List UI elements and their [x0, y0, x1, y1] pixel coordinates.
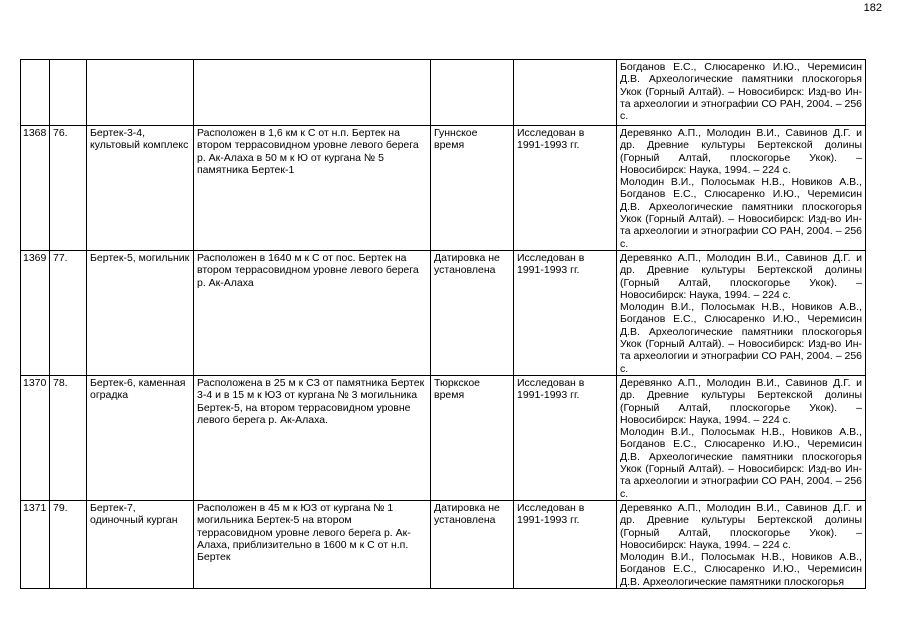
- study-status-cell: Исследован в 1991-1993 гг.: [514, 500, 617, 588]
- study-status-cell: [514, 60, 617, 126]
- location-cell: [194, 60, 431, 126]
- bibliography-cell: [617, 250, 866, 375]
- item-number-cell: [50, 60, 87, 126]
- location-cell: Расположен в 1,6 км к С от н.п. Бертек на втором террасовидном уровне левого берега р. Ак-Алаха в 50 м к Ю от кургана № 5 памятника Бертек-1: [194, 126, 431, 251]
- monument-name-cell: Бертек-3-4, культовый комплекс: [87, 126, 194, 251]
- location-cell: Расположен в 45 м к ЮЗ от кургана № 1 могильника Бертек-5 на втором террасовидном уровне левого берега р. Ак-Алаха, приблизительно в 1600 м к С от н.п. Бертек: [194, 500, 431, 588]
- location-cell: Расположена в 25 м к СЗ от памятника Бертек 3-4 и в 15 м к ЮЗ от кургана № 3 могильника Бертек-5, на втором террасовидном уровне левого берега р. Ак-Алаха.: [194, 375, 431, 500]
- bibliography-entry: Деревянко А.П., Молодин В.И., Савинов Д.Г. и др. Древние культуры Бертекской долины (Горный Алтай, плоскогорье Укок). – Новосибирск: Наука, 1994. – 224 с.: [620, 127, 862, 176]
- monument-name-cell: Бертек-6, каменная оградка: [87, 375, 194, 500]
- bibliography-entry: Молодин В.И., Полосьмак Н.В., Новиков А.В., Богданов Е.С., Слюсаренко И.Ю., Черемисин Д.В. Археологические памятники плоскогорья Укок (Горный Алтай). – Новосибирск: Изд-во Ин-та археологии и этнографии СО РАН, 2004. – 256 с.: [620, 176, 862, 250]
- monument-name-cell: [87, 60, 194, 126]
- monument-name-cell: Бертек-5, могильник: [87, 250, 194, 375]
- bibliography-entry: Деревянко А.П., Молодин В.И., Савинов Д.Г. и др. Древние культуры Бертекской долины (Горный Алтай, плоскогорье Укок). – Новосибирск: Наука, 1994. – 224 с.: [620, 251, 862, 301]
- item-number-cell: 79.: [50, 500, 87, 588]
- bibliography-entry: Деревянко А.П., Молодин В.И., Савинов Д.Г. и др. Древние культуры Бертекской долины (Горный Алтай, плоскогорье Укок). – Новосибирск: Наука, 1994. – 224 с.: [620, 501, 862, 551]
- location-cell: Расположен в 1640 м к С от пос. Бертек на втором террасовидном уровне левого берега р. Ак-Алаха: [194, 250, 431, 375]
- dating-cell: Датировка не установлена: [431, 250, 514, 375]
- study-status-cell: Исследован в 1991-1993 гг.: [514, 126, 617, 251]
- dating-cell: Гуннское время: [431, 126, 514, 251]
- bibliography-entry: Богданов Е.С., Слюсаренко И.Ю., Черемисин Д.В. Археологические памятники плоскогорья Укок (Горный Алтай). – Новосибирск: Изд-во Ин-та археологии и этнографии СО РАН, 2004. – 256 с.: [620, 61, 862, 123]
- bibliography-entry: Молодин В.И., Полосьмак Н.В., Новиков А.В., Богданов Е.С., Слюсаренко И.Ю., Черемисин Д.В. Археологические памятники плоскогорья Укок (Горный Алтай). – Новосибирск: Изд-во Ин-та археологии и этнографии СО РАН, 2004. – 256 с.: [620, 426, 862, 500]
- monuments-table: [20, 59, 866, 589]
- dating-cell: Датировка не установлена: [431, 500, 514, 588]
- monument-name-cell: Бертек-7, одиночный курган: [87, 500, 194, 588]
- row-number-cell: 1369: [21, 250, 50, 375]
- bibliography-cell: [617, 126, 866, 251]
- table-row: [21, 60, 866, 126]
- dating-cell: [431, 60, 514, 126]
- item-number-cell: 77.: [50, 250, 87, 375]
- bibliography-entry: Деревянко А.П., Молодин В.И., Савинов Д.Г. и др. Древние культуры Бертекской долины (Горный Алтай, плоскогорье Укок). – Новосибирск: Наука, 1994. – 224 с.: [620, 376, 862, 426]
- bibliography-cell: [617, 375, 866, 500]
- study-status-cell: Исследован в 1991-1993 гг.: [514, 375, 617, 500]
- bibliography-entry: Молодин В.И., Полосьмак Н.В., Новиков А.В., Богданов Е.С., Слюсаренко И.Ю., Черемисин Д.В. Археологические памятники плоскогорья Укок (Горный Алтай). – Новосибирск: Изд-во Ин-та археологии и этнографии СО РАН, 2004. – 256 с.: [620, 301, 862, 375]
- table-row: [21, 375, 866, 500]
- table-row: [21, 500, 866, 588]
- study-status-cell: Исследован в 1991-1993 гг.: [514, 250, 617, 375]
- row-number-cell: [21, 60, 50, 126]
- page-number: 182: [863, 2, 882, 14]
- table-row: [21, 250, 866, 375]
- item-number-cell: 78.: [50, 375, 87, 500]
- bibliography-cell: [617, 500, 866, 588]
- table-row: [21, 126, 866, 251]
- bibliography-entry: Молодин В.И., Полосьмак Н.В., Новиков А.В., Богданов Е.С., Слюсаренко И.Ю., Черемисин Д.В. Археологические памятники плоскогорья: [620, 551, 862, 588]
- dating-cell: Тюркское время: [431, 375, 514, 500]
- bibliography-cell: [617, 60, 866, 126]
- row-number-cell: 1370: [21, 375, 50, 500]
- row-number-cell: 1371: [21, 500, 50, 588]
- row-number-cell: 1368: [21, 126, 50, 251]
- item-number-cell: 76.: [50, 126, 87, 251]
